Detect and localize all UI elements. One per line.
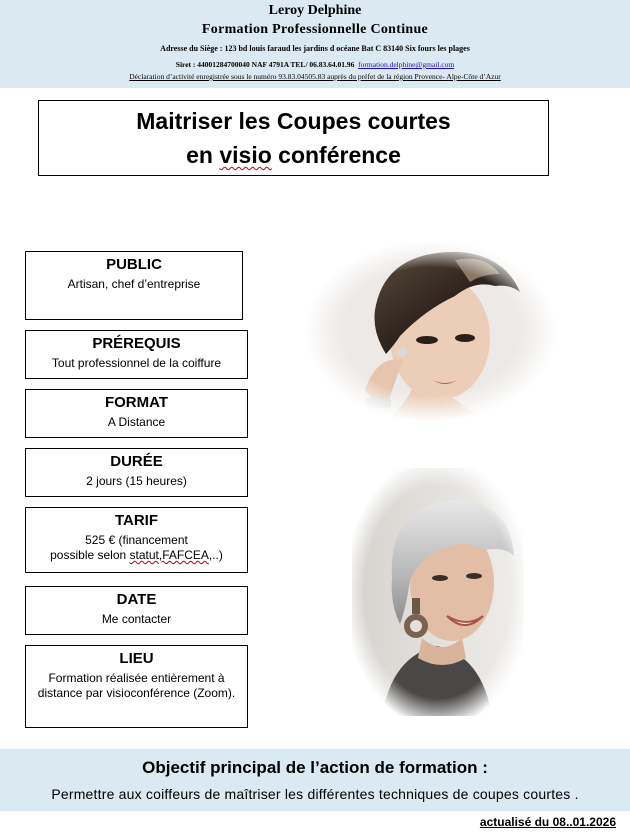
- box-title: PUBLIC: [106, 256, 162, 273]
- organization-name: Formation Professionnelle Continue: [201, 22, 429, 37]
- box-value: A Distance: [107, 415, 166, 429]
- box-value: Formation réalisée entièrement à distance par visioconférence (Zoom).: [37, 671, 236, 700]
- objective-title: Objectif principal de l’action de formation :: [142, 758, 488, 777]
- format-box: [25, 389, 248, 438]
- duration-box: [25, 448, 248, 497]
- woman-short-grey-pixie-photo: [352, 468, 524, 716]
- box-value: Artisan, chef d’entreprise: [67, 277, 201, 291]
- course-title: [38, 100, 549, 176]
- box-title: DATE: [116, 591, 157, 608]
- box-title: DURÉE: [110, 453, 163, 470]
- box-title: LIEU: [119, 650, 154, 667]
- box-value: 2 jours (15 heures): [86, 474, 187, 488]
- address-line: Adresse du Siège : 123 bd louis faraud les jardins d océane Bat C 83140 Six fours les plages: [160, 44, 470, 53]
- box-title: PRÉREQUIS: [92, 335, 181, 352]
- prerequisites-box: [25, 330, 248, 379]
- update-date: actualisé du 08..01.2026: [479, 815, 616, 829]
- objective-band: [0, 749, 630, 811]
- siret-text: Siret : 44001284700040 NAF 4791A TEL/ 06.83.64.01.96: [175, 60, 355, 69]
- email-link[interactable]: formation.delphine@gmail.com: [358, 60, 455, 69]
- box-title: TARIF: [114, 512, 159, 529]
- title-line-2: en visio conférence: [186, 142, 401, 168]
- price-box: [25, 507, 248, 573]
- box-value: Me contacter: [101, 612, 172, 626]
- header-band: [0, 0, 630, 88]
- box-title: FORMAT: [104, 394, 169, 411]
- box-value: 525 € (financement possible selon statut,FAFCEA,..): [50, 533, 223, 562]
- box-value: Tout professionnel de la coiffure: [51, 356, 222, 370]
- siret-line: [0, 60, 630, 69]
- title-line-1: Maitriser les Coupes courtes: [136, 108, 451, 134]
- woman-short-brown-pixie-photo: [305, 240, 557, 422]
- public-box: [25, 251, 243, 320]
- objective-text: Permettre aux coiffeurs de maîtriser les différentes techniques de coupes courtes .: [51, 786, 579, 802]
- date-box: [25, 586, 248, 635]
- location-box: [25, 645, 248, 728]
- declaration-line: Déclaration d’activité enregistrée sous le numéro 93.83.04505.83 auprès du préfet de la région Provence- Alpe-Côte d’Azur: [129, 72, 501, 81]
- trainer-name: Leroy Delphine: [268, 3, 362, 18]
